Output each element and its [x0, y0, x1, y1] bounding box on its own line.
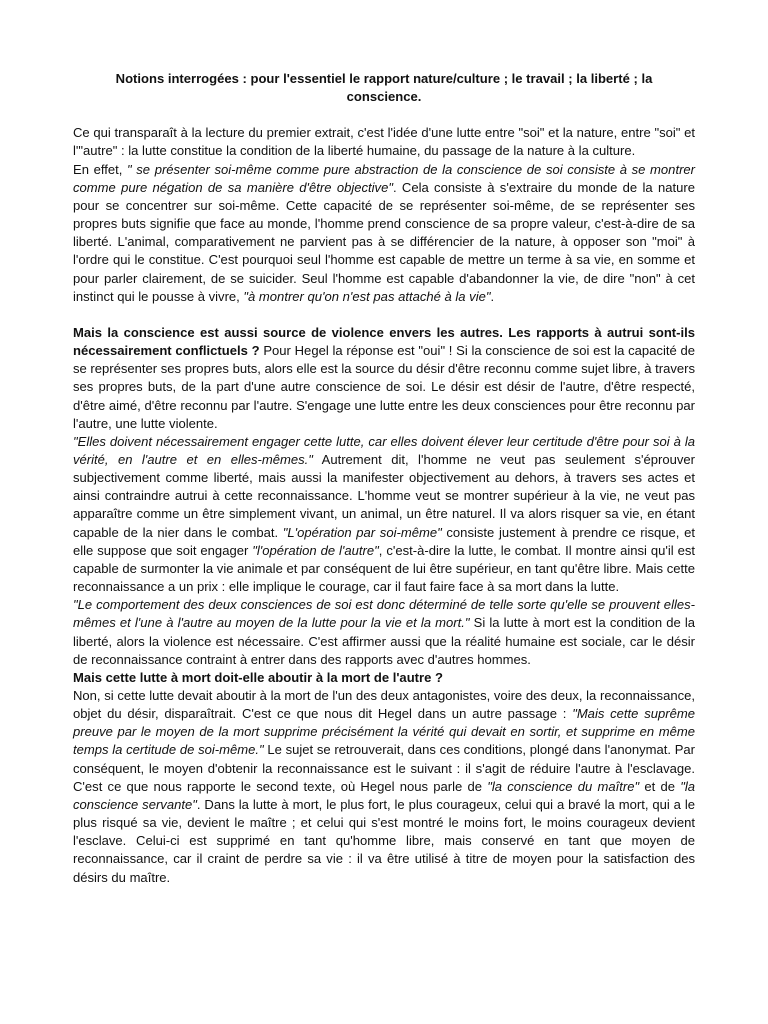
text-run: et de — [639, 778, 681, 794]
document-title: Notions interrogées : pour l'essentiel le rapport nature/culture ; le travail ; la liberté ; la conscience. — [115, 71, 653, 105]
hegel-quote: "Mais cette suprême preuve par le moyen de la mort supprime précisément la vérité qui devait en sortir, et supprime en même temps la certitude de soi-même." — [73, 706, 695, 758]
text-run: . Dans la lutte à mort, le plus fort, le plus courageux, celui qui a bravé la mort, qui a le plus risqué sa vie, devient le maître ; et celui qui s'est montré le moins fort, le moins courageux devient l'esclave. Celui-ci est supprimé en tant qu'homme libre, mais conservé en tant que moyen de reconnaissance, car il craint de perdre sa vie : il va être utilisé à titre de moyen pour la satisfaction des désirs du maître. — [73, 796, 695, 885]
hegel-quote: "L'opération par soi-même" — [282, 524, 442, 540]
document-page — [73, 70, 695, 887]
text-run: Non, si cette lutte devait aboutir à la mort de l'un des deux antagonistes, voire des deux, la reconnaissance, objet du désir, disparaîtrait. C'est ce que nous dit Hegel dans un autre passage : — [73, 688, 695, 722]
text-run: Le sujet se retrouverait, dans ces conditions, plongé dans l'anonymat. Par conséquent, le moyen d'obtenir la reconnaissance est le suivant : il s'agit de réduire l'autre à l'esclavage. C'est ce que nous rapporte le second texte, où Hegel nous parle de — [73, 742, 695, 794]
paragraph-comportement — [73, 596, 695, 669]
paragraph-en-effet — [73, 161, 695, 306]
hegel-quote: "Le comportement des deux consciences de soi est donc déterminé de telle sorte qu'elle se prouvent elles-mêmes et l'une à l'autre au moyen de la lutte pour la vie et la mort." — [73, 597, 695, 631]
section-question: Mais cette lutte à mort doit-elle aboutir à la mort de l'autre ? — [73, 669, 443, 685]
text-run: . Cela consiste à s'extraire du monde de la nature pour se concentrer sur soi-même. Cette capacité de se représenter soi-même, de se représenter ses propres buts signifie que face au monde, l'homme prend conscience de sa propre valeur, c'est-à-dire de sa liberté. L'animal, comparativement ne parvient pas à se différencier de la nature, à opposer son "moi" à l'ordre qui le constitue. C'est pourquoi seul l'homme est capable de mettre un terme à sa vie, en somme et pour parler clairement, de se suicider. Seul l'homme est capable d'abandonner la vie, de dire "non" à cet instinct qui le pousse à vivre, — [73, 179, 695, 304]
text-run: . — [490, 288, 495, 304]
text-run: Autrement dit, l'homme ne veut pas seulement s'éprouver subjectivement comme liberté, mais aussi la manifester objectivement au dehors, à travers ses actes et ainsi contraindre autrui à cette reconnaissance. L'homme veut se montrer supérieur à la vie, ne veut pas apparaître comme un être simplement vivant, un animal, un être naturel. Il va alors risquer sa vie, en étant capable de la nier dans le combat. — [73, 451, 695, 540]
paragraph-violence — [73, 324, 695, 433]
text-run: Si la lutte à mort est la condition de la liberté, alors la violence est nécessaire. C'est affirmer aussi que la réalité humaine est sociale, car le désir de reconnaissance contraint à entrer dans des rapports avec d'autres hommes. — [73, 615, 696, 667]
section-question: Mais la conscience est aussi source de violence envers les autres. Les rapports à autrui sont-ils nécessairement conflictuels ? — [73, 324, 695, 359]
paragraph-lutte — [73, 433, 695, 596]
hegel-quote: "à montrer qu'on n'est pas attaché à la vie" — [243, 288, 491, 304]
text-run: Pour Hegel la réponse est "oui" ! Si la conscience de soi est la capacité de se représenter ses propres buts, alors elle est la source du désir d'être reconnu comme sujet libre, à travers ses propres buts, de la part d'une autre conscience de soi. Le désir est désir de l'autre, d'être respecté, d'être aimé, d'être reconnu par l'autre. S'engage une lutte entre les deux consciences pour être reconnu par l'autre, une lutte violente. — [73, 343, 695, 431]
text-run: , c'est-à-dire la lutte, le combat. Il montre ainsi qu'il est capable de surmonter la vie animale et par conséquent de lui être supérieur, en tant qu'être libre. Mais cette reconnaissance a un prix : elle implique le courage, car il faut faire face à sa mort dans la lutte. — [73, 542, 695, 595]
hegel-quote: "la conscience du maître" — [487, 778, 640, 794]
hegel-quote: " se présenter soi-même comme pure abstraction de la conscience de soi consiste à se montrer comme pure négation de sa manière d'être objective" — [73, 161, 696, 195]
text-run: En effet, — [73, 161, 128, 177]
hegel-quote: "Elles doivent nécessairement engager cette lutte, car elles doivent élever leur certitude d'être pour soi à la vérité, en l'autre et en elles-mêmes." — [73, 433, 695, 467]
hegel-quote: "la conscience servante" — [73, 778, 695, 812]
paragraph-gap — [73, 306, 695, 324]
text-run: consiste justement à prendre ce risque, et elle suppose que soit engager — [73, 524, 695, 558]
paragraph-intro: Ce qui transparaît à la lecture du premier extrait, c'est l'idée d'une lutte entre "soi" et la nature, entre "soi" et l'"autre" : la lutte constitue la condition de la liberté humaine, du passage de la nature à la culture. — [73, 125, 695, 159]
hegel-quote: "l'opération de l'autre" — [252, 542, 379, 558]
section-heading-mort — [73, 669, 695, 687]
paragraph-maitre-esclave — [73, 687, 695, 887]
